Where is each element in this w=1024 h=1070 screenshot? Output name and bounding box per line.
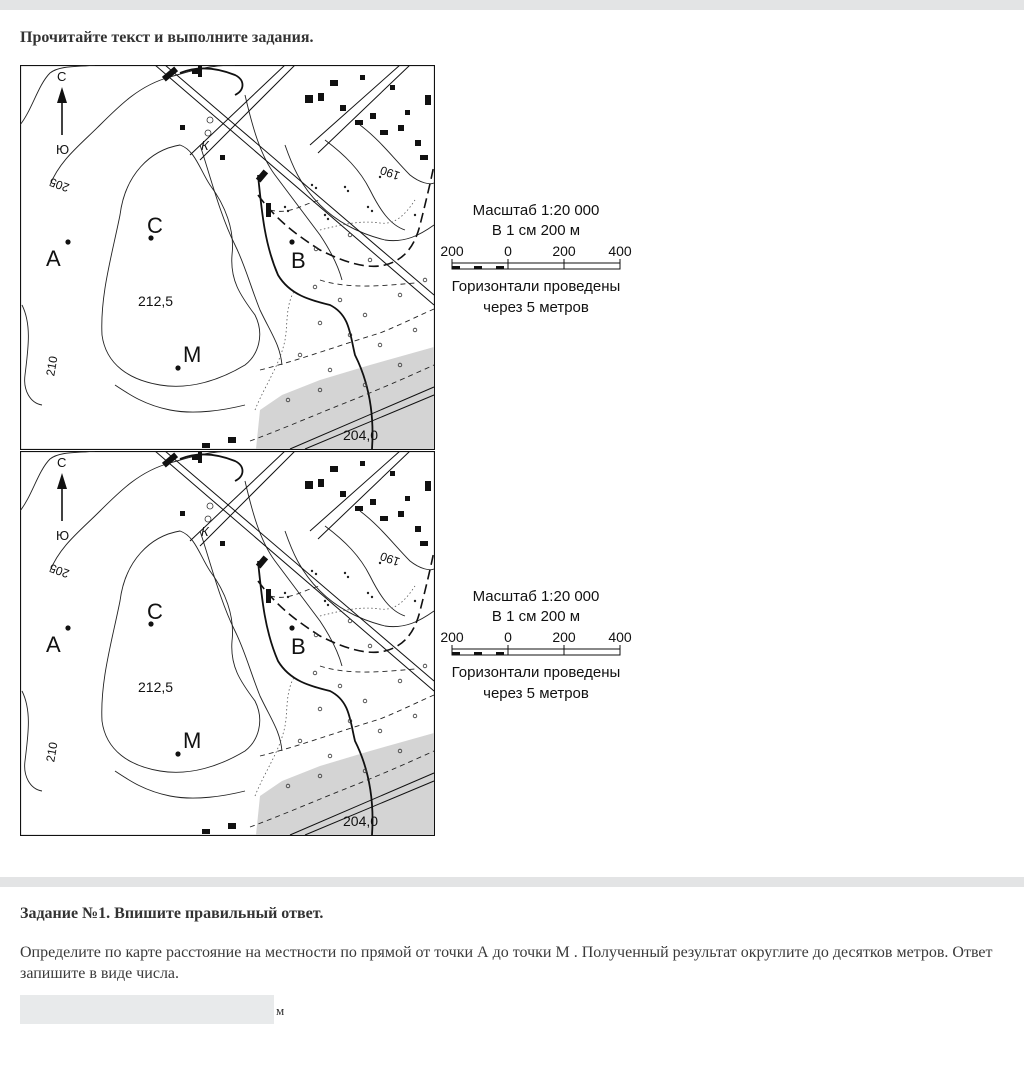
scale-subtitle: В 1 см 200 м	[491, 608, 581, 625]
map-legend	[438, 581, 638, 711]
north-label: С	[57, 69, 67, 84]
point-a-label: А	[46, 246, 61, 271]
height-212-label: 212,5	[138, 679, 174, 695]
scale-tick-label: 400	[608, 243, 632, 259]
contour-note-line1: Горизонтали проведены	[451, 278, 621, 295]
map-legend	[438, 195, 638, 325]
scale-title: Масштаб 1:20 000	[472, 588, 600, 605]
scale-tick-label: 200	[440, 243, 464, 259]
point-b-marker	[289, 239, 294, 244]
scale-subtitle: В 1 см 200 м	[491, 222, 581, 239]
scale-tick-label: 200	[552, 243, 576, 259]
height-204-label: 204,0	[343, 813, 379, 829]
answer-input[interactable]	[20, 995, 274, 1024]
point-m-label: М	[183, 342, 202, 367]
south-label: Ю	[56, 142, 70, 157]
point-k-label: К	[201, 524, 209, 539]
contour-205-label: 205	[47, 560, 72, 581]
intro-heading: Прочитайте текст и выполните задания.	[20, 29, 314, 46]
contour-210-label: 210	[43, 354, 61, 378]
contour-190-label: 190	[378, 548, 402, 569]
scale-tick-label: 400	[608, 629, 632, 645]
point-m-label: М	[183, 728, 202, 753]
task-heading: Задание №1. Впишите правильный ответ.	[20, 905, 324, 922]
top-divider	[0, 0, 1024, 10]
point-a-label: А	[46, 632, 61, 657]
section-divider	[0, 877, 1024, 887]
point-c-label: С	[147, 213, 163, 238]
scale-tick-label: 200	[440, 629, 464, 645]
point-a-marker	[65, 239, 70, 244]
contour-190-label: 190	[378, 162, 402, 183]
scale-tick-label: 0	[504, 243, 512, 259]
contour-210-label: 210	[43, 740, 61, 764]
task-question: Определите по карте расстояние на местности по прямой от точки А до точки М . Полученный результат округлите до десятков метров. Ответ запишите в виде числа.	[20, 944, 993, 982]
topographic-map	[20, 65, 435, 450]
point-m-marker	[175, 751, 180, 756]
scale-title: Масштаб 1:20 000	[472, 202, 600, 219]
point-b-marker	[289, 625, 294, 630]
point-b-label: В	[291, 248, 306, 273]
south-label: Ю	[56, 528, 70, 543]
point-c-label: С	[147, 599, 163, 624]
north-label: С	[57, 455, 67, 470]
contour-205-label: 205	[47, 174, 72, 195]
point-a-marker	[65, 625, 70, 630]
point-m-marker	[175, 365, 180, 370]
contour-note-line2: через 5 метров	[483, 299, 589, 316]
scale-bar	[452, 645, 620, 655]
topographic-map	[20, 451, 435, 836]
height-212-label: 212,5	[138, 293, 174, 309]
point-b-label: В	[291, 634, 306, 659]
contour-note-line2: через 5 метров	[483, 685, 589, 702]
scale-tick-label: 0	[504, 629, 512, 645]
contour-note-line1: Горизонтали проведены	[451, 664, 621, 681]
answer-unit: м	[276, 1003, 285, 1018]
scale-tick-label: 200	[552, 629, 576, 645]
point-k-label: К	[201, 138, 209, 153]
scale-bar	[452, 259, 620, 269]
height-204-label: 204,0	[343, 427, 379, 443]
